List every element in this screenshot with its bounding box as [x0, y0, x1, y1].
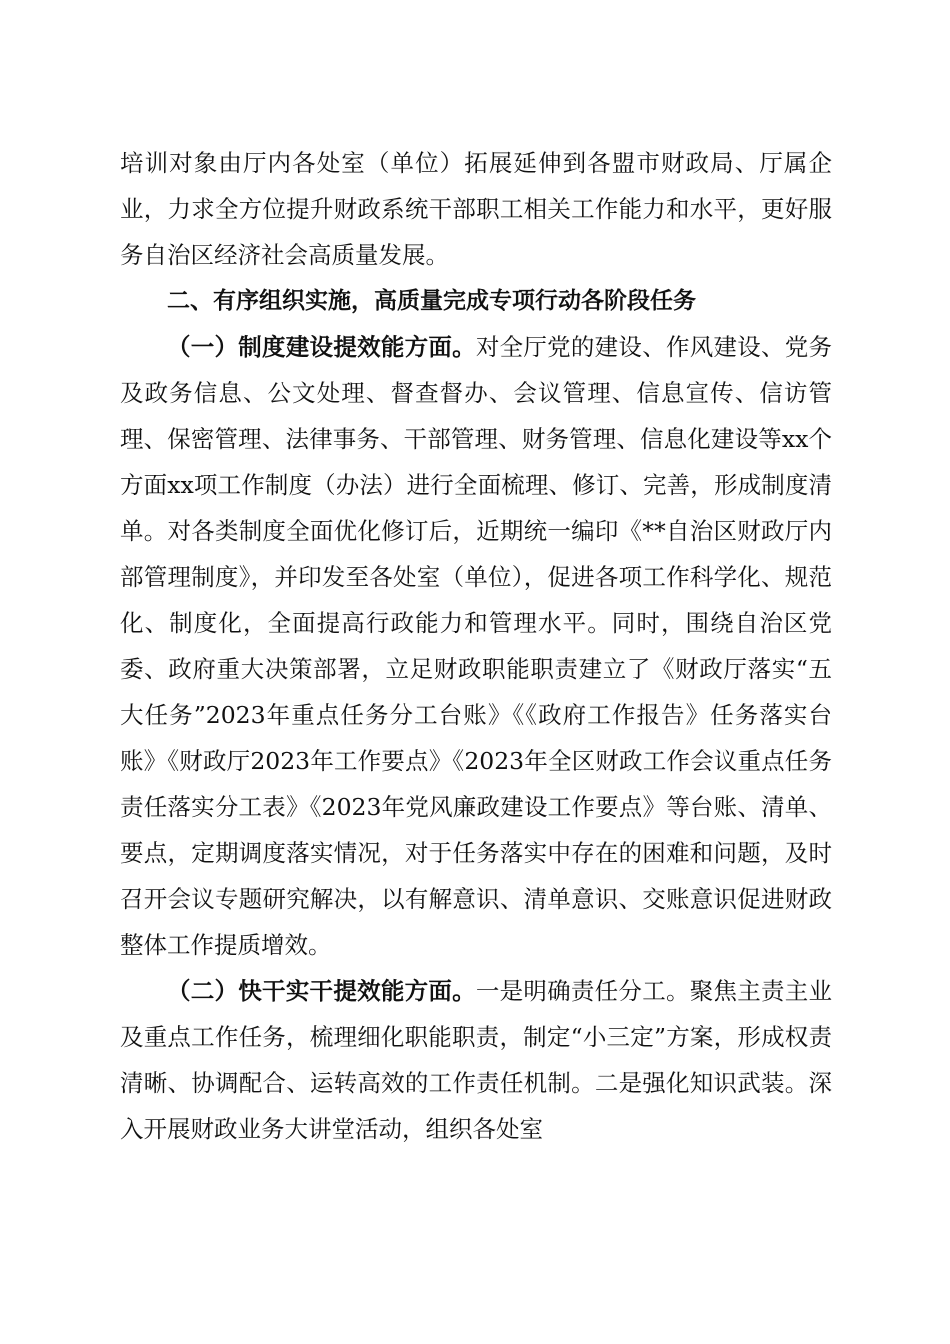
document-body	[120, 140, 832, 1152]
subsection-1-body: 对全厅党的建设、作风建设、党务及政务信息、公文处理、督查督办、会议管理、信息宣传、信访管理、保密管理、法律事务、干部管理、财务管理、信息化建设等xx个方面xx项工作制度（办法）进行全面梳理、修订、完善，形成制度清单。对各类制度全面优化修订后，近期统一编印《**自治区财政厅内部管理制度》，并印发至各处室（单位），促进各项工作科学化、规范化、制度化，全面提高行政能力和管理水平。同时，围绕自治区党委、政府重大决策部署，立足财政职能职责建立了《财政厅落实“五大任务”2023年重点任务分工台账》《《政府工作报告》任务落实台账》《财政厅2023年工作要点》《2023年全区财政工作会议重点任务责任落实分工表》《2023年党风廉政建设工作要点》等台账、清单、要点，定期调度落实情况，对于任务落实中存在的困难和问题，及时召开会议专题研究解决，以有解意识、清单意识、交账意识促进财政整体工作提质增效。	[120, 333, 833, 959]
subsection-2-heading: （二）快干实干提效能方面。	[167, 977, 476, 1005]
subsection-1-paragraph	[120, 324, 832, 968]
subsection-2-body: 一是明确责任分工。聚焦主责主业及重点工作任务，梳理细化职能职责，制定“小三定”方案，形成权责清晰、协调配合、运转高效的工作责任机制。二是强化知识武装。深入开展财政业务大讲堂活动，组织各处室	[120, 977, 833, 1143]
paragraph-continuation: 培训对象由厅内各处室（单位）拓展延伸到各盟市财政局、厅属企业，力求全方位提升财政系统干部职工相关工作能力和水平，更好服务自治区经济社会高质量发展。	[120, 149, 832, 269]
subsection-1-heading: （一）制度建设提效能方面。	[167, 333, 476, 361]
section-heading: 二、有序组织实施，高质量完成专项行动各阶段任务	[167, 288, 696, 314]
subsection-2-paragraph	[120, 968, 832, 1152]
